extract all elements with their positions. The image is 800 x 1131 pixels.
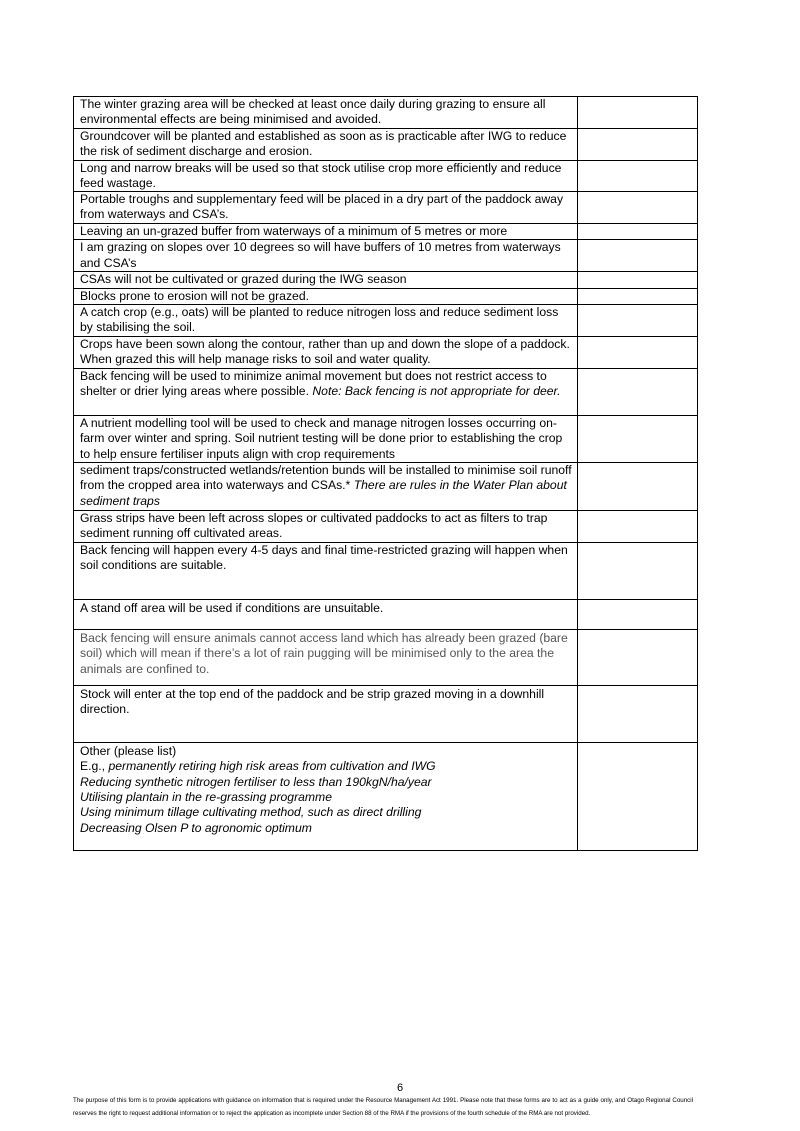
- practice-text: I am grazing on slopes over 10 degrees so will have buffers of 10 metres from waterways and CSA’s: [80, 240, 561, 270]
- practice-text: Groundcover will be planted and established as soon as is practicable after IWG to reduce the risk of sediment discharge and erosion.: [80, 128, 567, 158]
- table-row: [74, 305, 698, 337]
- practice-text-cell: [74, 288, 578, 304]
- practice-text: A stand off area will be used if conditions are unsuitable.: [80, 601, 384, 616]
- practice-text: Back fencing will happen every 4-5 days and final time-restricted grazing will happen when soil conditions are suitable.: [80, 543, 568, 573]
- practice-text-cell: [74, 160, 578, 192]
- practice-text: Back fencing will be used to minimize animal movement but does not restrict access to shelter or drier lying areas where possible.: [80, 369, 547, 399]
- footer-disclaimer: The purpose of this form is to provide applications with guidance on information that is required under the Resource Management Act 1991. Please note that these forms are to act as a guide only, and Otago Regional Council reserves the right to request additional information or to reject the application as incomplete under Section 88 of the RMA if the provisions of the fourth schedule of the RMA are not provided.: [73, 1097, 693, 1117]
- practice-check-cell[interactable]: [578, 288, 698, 304]
- practice-check-cell[interactable]: [578, 305, 698, 337]
- practice-text: The winter grazing area will be checked at least once daily during grazing to ensure all environmental effects are being minimised and avoided.: [80, 97, 546, 127]
- practice-text: Long and narrow breaks will be used so that stock utilise crop more efficiently and reduce feed wastage.: [80, 160, 562, 190]
- page-number: 6: [396, 1082, 404, 1094]
- practice-check-cell[interactable]: [578, 192, 698, 224]
- table-row: [74, 416, 698, 463]
- other-example: Using minimum tillage cultivating method, such as direct drilling: [80, 805, 422, 820]
- practice-text-cell: [74, 240, 578, 272]
- practice-text-cell: [74, 192, 578, 224]
- practice-check-cell[interactable]: [578, 630, 698, 686]
- practice-check-cell[interactable]: [578, 97, 698, 129]
- practice-text: A catch crop (e.g., oats) will be planted to reduce nitrogen loss and reduce sediment loss by stabilising the soil.: [80, 305, 559, 335]
- other-heading: Other (please list): [80, 744, 177, 759]
- practice-text: CSAs will not be cultivated or grazed during the IWG season: [80, 272, 407, 287]
- other-example: Reducing synthetic nitrogen fertiliser to less than 190kgN/ha/year: [80, 774, 432, 789]
- practice-check-cell[interactable]: [578, 600, 698, 630]
- practice-check-cell[interactable]: [578, 240, 698, 272]
- table-row: [74, 224, 698, 240]
- practice-text-cell: [74, 97, 578, 129]
- practice-check-cell[interactable]: [578, 369, 698, 416]
- table-row: [74, 511, 698, 543]
- other-example-first: [80, 759, 572, 774]
- practice-text: Blocks prone to erosion will not be grazed.: [80, 288, 309, 303]
- practice-text-cell: [74, 463, 578, 511]
- practice-text-cell: [74, 224, 578, 240]
- practice-text: Grass strips have been left across slopes or cultivated paddocks to act as filters to trap sediment running off cultivated areas.: [80, 511, 548, 541]
- table-row: [74, 630, 698, 686]
- practice-check-cell[interactable]: [578, 337, 698, 369]
- practice-text-cell: [74, 305, 578, 337]
- table-row: [74, 160, 698, 192]
- other-example: permanently retiring high risk areas from cultivation and IWG: [108, 759, 436, 774]
- practice-check-cell[interactable]: [578, 686, 698, 743]
- practice-text: Stock will enter at the top end of the paddock and be strip grazed moving in a downhill direction.: [80, 687, 545, 717]
- practice-check-cell[interactable]: [578, 743, 698, 851]
- practice-text-cell: [74, 630, 578, 686]
- eg-prefix: E.g.,: [80, 759, 106, 774]
- practice-text: Leaving an un-grazed buffer from waterways of a minimum of 5 metres or more: [80, 224, 508, 239]
- practice-check-cell[interactable]: [578, 511, 698, 543]
- other-practices-cell: [74, 743, 578, 851]
- practice-text: Crops have been sown along the contour, rather than up and down the slope of a paddock. When grazed this will help manage risks to soil and water quality.: [80, 337, 570, 367]
- table-row: [74, 192, 698, 224]
- practice-note: Note: Back fencing is not appropriate for deer.: [312, 384, 561, 399]
- practice-text-cell: [74, 600, 578, 630]
- table-row: [74, 369, 698, 416]
- other-example: Utilising plantain in the re-grassing programme: [80, 789, 332, 804]
- table-row: [74, 288, 698, 304]
- practice-check-cell[interactable]: [578, 224, 698, 240]
- practice-text-cell: [74, 128, 578, 160]
- practice-text-cell: [74, 416, 578, 463]
- practice-text: sediment traps/constructed wetlands/retention bunds will be installed to minimise soil runoff from the cropped area into waterways and CSAs.*: [80, 463, 572, 493]
- table-row: [74, 543, 698, 600]
- practice-check-cell[interactable]: [578, 160, 698, 192]
- practice-check-cell[interactable]: [578, 463, 698, 511]
- practice-text: Back fencing will ensure animals cannot access land which has already been grazed (bare soil) which will mean if there’s a lot of rain pugging will be minimised only to the area the animals are confined to.: [80, 631, 568, 676]
- table-row: [74, 686, 698, 743]
- table-row: [74, 337, 698, 369]
- table-row-other: [74, 743, 698, 851]
- practice-text-cell: [74, 272, 578, 288]
- practice-text-cell: [74, 686, 578, 743]
- table-row: [74, 128, 698, 160]
- practice-text-cell: [74, 369, 578, 416]
- table-row: [74, 240, 698, 272]
- practice-check-cell[interactable]: [578, 272, 698, 288]
- practice-text-cell: [74, 543, 578, 600]
- practice-check-cell[interactable]: [578, 416, 698, 463]
- practice-text: A nutrient modelling tool will be used to check and manage nitrogen losses occurring on-farm over winter and spring. Soil nutrient testing will be done prior to establishing the crop to help ensure fertiliser inputs align with crop requirements: [80, 416, 563, 461]
- table-row: [74, 97, 698, 129]
- practice-text: Portable troughs and supplementary feed will be placed in a dry part of the paddock away from waterways and CSA’s.: [80, 192, 564, 222]
- practice-text-cell: [74, 337, 578, 369]
- table-row: [74, 272, 698, 288]
- practice-check-cell[interactable]: [578, 543, 698, 600]
- practice-note: There are rules in the Water Plan about sediment traps: [80, 478, 567, 508]
- other-example: Decreasing Olsen P to agronomic optimum: [80, 820, 312, 835]
- table-row: [74, 600, 698, 630]
- table-row: [74, 463, 698, 511]
- practice-check-cell[interactable]: [578, 128, 698, 160]
- practice-text-cell: [74, 511, 578, 543]
- winter-grazing-practices-table: [73, 96, 698, 851]
